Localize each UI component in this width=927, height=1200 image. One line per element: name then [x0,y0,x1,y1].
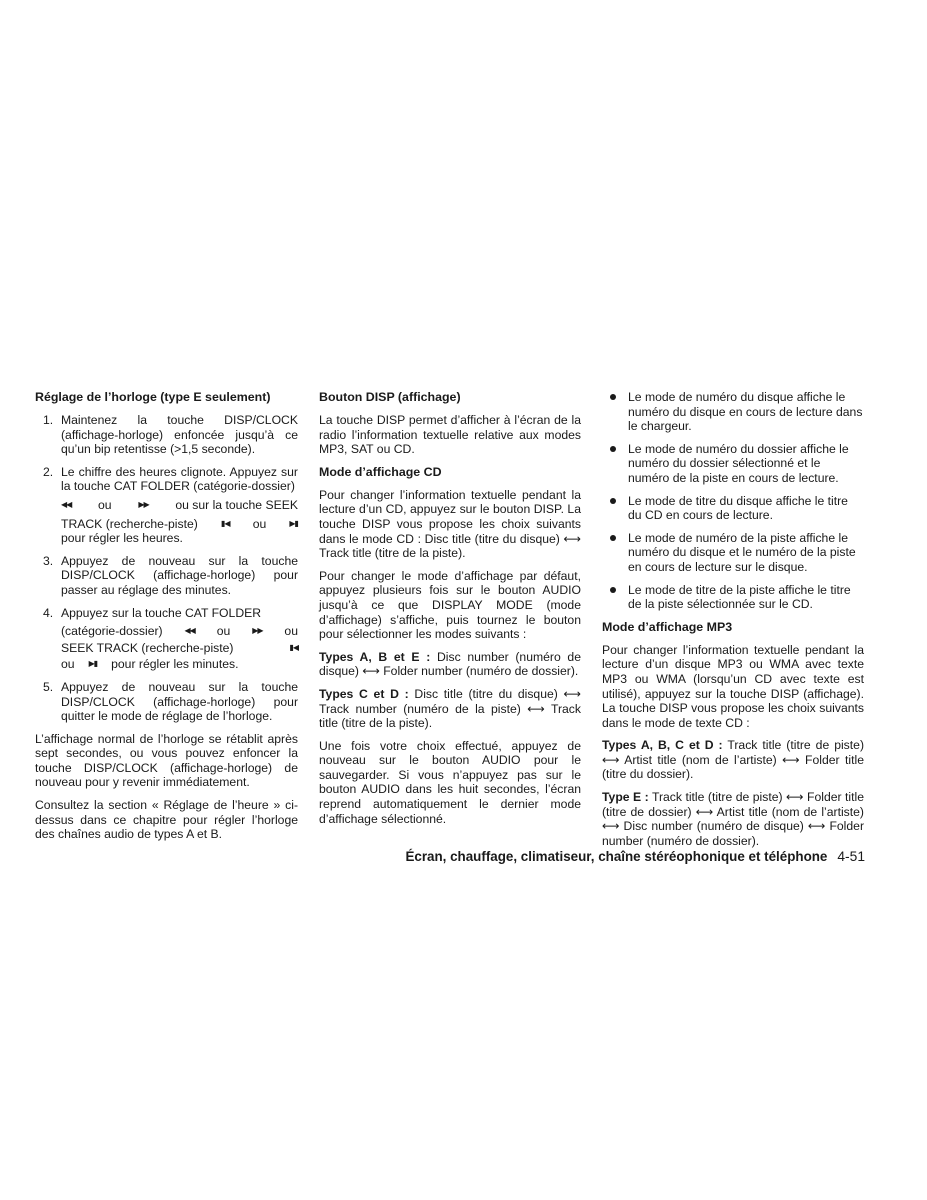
body-paragraph: La touche DISP permet d’afficher à l’écran de la radio l’information textuelle relative aux modes MP3, SAT ou CD. [319,413,581,457]
types-abcd-text: Track title (titre de piste) ⟷ Artist title (nom de l’artiste) ⟷ Folder title (titre du dossier). [602,738,864,782]
next-track-icon: ▶▮ [289,518,298,528]
body-paragraph: Pour changer l’information textuelle pendant la lecture d’un CD, appuyez sur le bouton DISP. La touche DISP vous propose les choix suivants dans le mode CD : Disc title (titre du disque) ⟷ Track title (titre de la piste). [319,487,581,561]
disp-button-heading: Bouton DISP (affichage) [319,390,461,404]
body-paragraph: Pour changer le mode d’affichage par défaut, appuyez plusieurs fois sur le bouton AUDIO jusqu’à ce que DISPLAY MODE (mode d’affichage) s’affiche, puis tournez le bouton pour sélectionner les modes suivants : [319,568,581,642]
step-text: (catégorie-dossier) [61,624,163,639]
page-number: 4-51 [837,849,865,864]
types-abe-lead: Types A, B et E : [319,649,431,664]
step-number: 2. [43,464,54,479]
step-text: pour régler les heures. [61,531,183,546]
clock-steps-list [35,413,298,724]
step-2 [35,465,298,546]
types-cd-paragraph [319,687,581,731]
types-cd-lead: Types C et D : [319,686,409,701]
step-text: Appuyez de nouveau sur la touche DISP/CLOCK (affichage-horloge) pour passer au réglage des minutes. [61,553,298,597]
types-abcd-lead: Types A, B, C et D : [602,738,723,753]
types-cd-text: Disc title (titre du disque) ⟷ Track number (numéro de la piste) ⟷ Track title (titre de la piste). [319,686,581,731]
body-paragraph: Une fois votre choix effectué, appuyez de nouveau sur le bouton AUDIO pour le sauvegarder. Si vous n’appuyez pas sur le bouton AUDIO dans les huit secondes, l’écran reprend automatiquement le dernier mode d’affichage sélectionné. [319,738,581,826]
bullet-icon [610,587,616,593]
step-1 [35,413,298,457]
step-text: Maintenez la touche DISP/CLOCK (affichage-horloge) enfoncée jusqu’à ce qu’un bip retentisse (>1,5 seconde). [61,413,298,457]
chapter-title: Écran, chauffage, climatiseur, chaîne stéréophonique et téléphone [405,849,828,864]
or-text: ou [216,624,231,639]
list-item: Le mode de numéro du disque affiche le numéro du disque en cours de lecture dans le chargeur. [602,390,864,434]
or-text: ou [61,657,75,672]
step-number: 3. [43,553,54,568]
mp3-display-mode-heading: Mode d’affichage MP3 [602,619,733,634]
next-track-icon: ▶▮ [88,659,98,669]
step-text: SEEK TRACK (recherche-piste) [61,640,234,655]
or-text: ou [252,516,267,531]
step-text: Le chiffre des heures clignote. Appuyez sur la touche CAT FOLDER (catégorie-dossier) [61,464,298,494]
body-paragraph: Consultez la section « Réglage de l’heure » ci-dessus dans ce chapitre pour régler l’horloge des chaînes audio de types A et B. [35,798,298,842]
bullet-icon [610,498,616,504]
type-e-paragraph [602,790,864,848]
display-modes-list [602,390,864,612]
list-item: Le mode de numéro du dossier affiche le numéro du dossier sélectionné et le numéro de la piste en cours de lecture. [602,442,864,486]
type-e-lead: Type E : [602,790,649,805]
column-right [602,390,864,856]
cd-display-mode-heading: Mode d’affichage CD [319,464,442,479]
fast-forward-icon: ▶▶ [138,499,149,509]
bullet-icon [610,394,616,400]
fast-forward-icon: ▶▶ [252,626,263,636]
step-text: TRACK (recherche-piste) [61,516,198,531]
rewind-icon: ◀◀ [61,499,72,509]
or-text: ou [284,624,298,639]
list-item: Le mode de numéro de la piste affiche le numéro du disque et le numéro de la piste en cours de lecture sur le disque. [602,531,864,575]
step-text: Appuyez de nouveau sur la touche DISP/CLOCK (affichage-horloge) pour quitter le mode de réglage de l’horloge. [61,679,298,724]
column-left [35,390,298,850]
body-paragraph: L’affichage normal de l’horloge se rétablit après sept secondes, ou vous pouvez enfoncer la touche DISP/CLOCK (affichage-horloge) de nouveau pour y revenir immédiatement. [35,731,298,790]
step-number: 1. [43,413,54,427]
step-text: Appuyez sur la touche CAT FOLDER [61,605,262,620]
step-number: 4. [43,605,54,620]
rewind-icon: ◀◀ [184,626,195,636]
bullet-icon [610,535,616,541]
list-item: Le mode de titre de la piste affiche le titre de la piste sélectionnée sur le CD. [602,583,864,612]
step-4 [35,606,298,672]
column-middle [319,390,581,834]
page-footer [300,849,865,865]
step-text: pour régler les minutes. [111,657,239,672]
step-3 [35,554,298,598]
types-abcd-paragraph [602,738,864,782]
or-text: ou [98,497,112,512]
previous-track-icon: ▮◀ [289,642,298,652]
previous-track-icon: ▮◀ [220,518,230,528]
step-5 [35,680,298,724]
types-abe-paragraph [319,650,581,679]
list-item: Le mode de titre du disque affiche le titre du CD en cours de lecture. [602,494,864,523]
type-e-text: Track title (titre de piste) ⟷ Folder title (titre de dossier) ⟷ Artist title (nom de l’artiste) ⟷ Disc number (numéro de disque) ⟷ Folder number (numéro de dossier). [602,790,864,848]
clock-setting-heading: Réglage de l’horloge (type E seulement) [35,390,271,404]
body-paragraph: Pour changer l’information textuelle pendant la lecture d’un disque MP3 ou WMA avec texte MP3 ou WMA (lorsqu’un CD avec texte est utilisé), appuyez sur la touche DISP (affichage). La touche DISP vous propose les choix suivants dans le mode de texte CD : [602,642,864,730]
step-text: ou sur la touche SEEK [175,497,298,512]
types-abe-text: Disc number (numéro de disque) ⟷ Folder number (numéro de dossier). [319,649,581,679]
bullet-icon [610,446,616,452]
step-number: 5. [43,679,54,694]
